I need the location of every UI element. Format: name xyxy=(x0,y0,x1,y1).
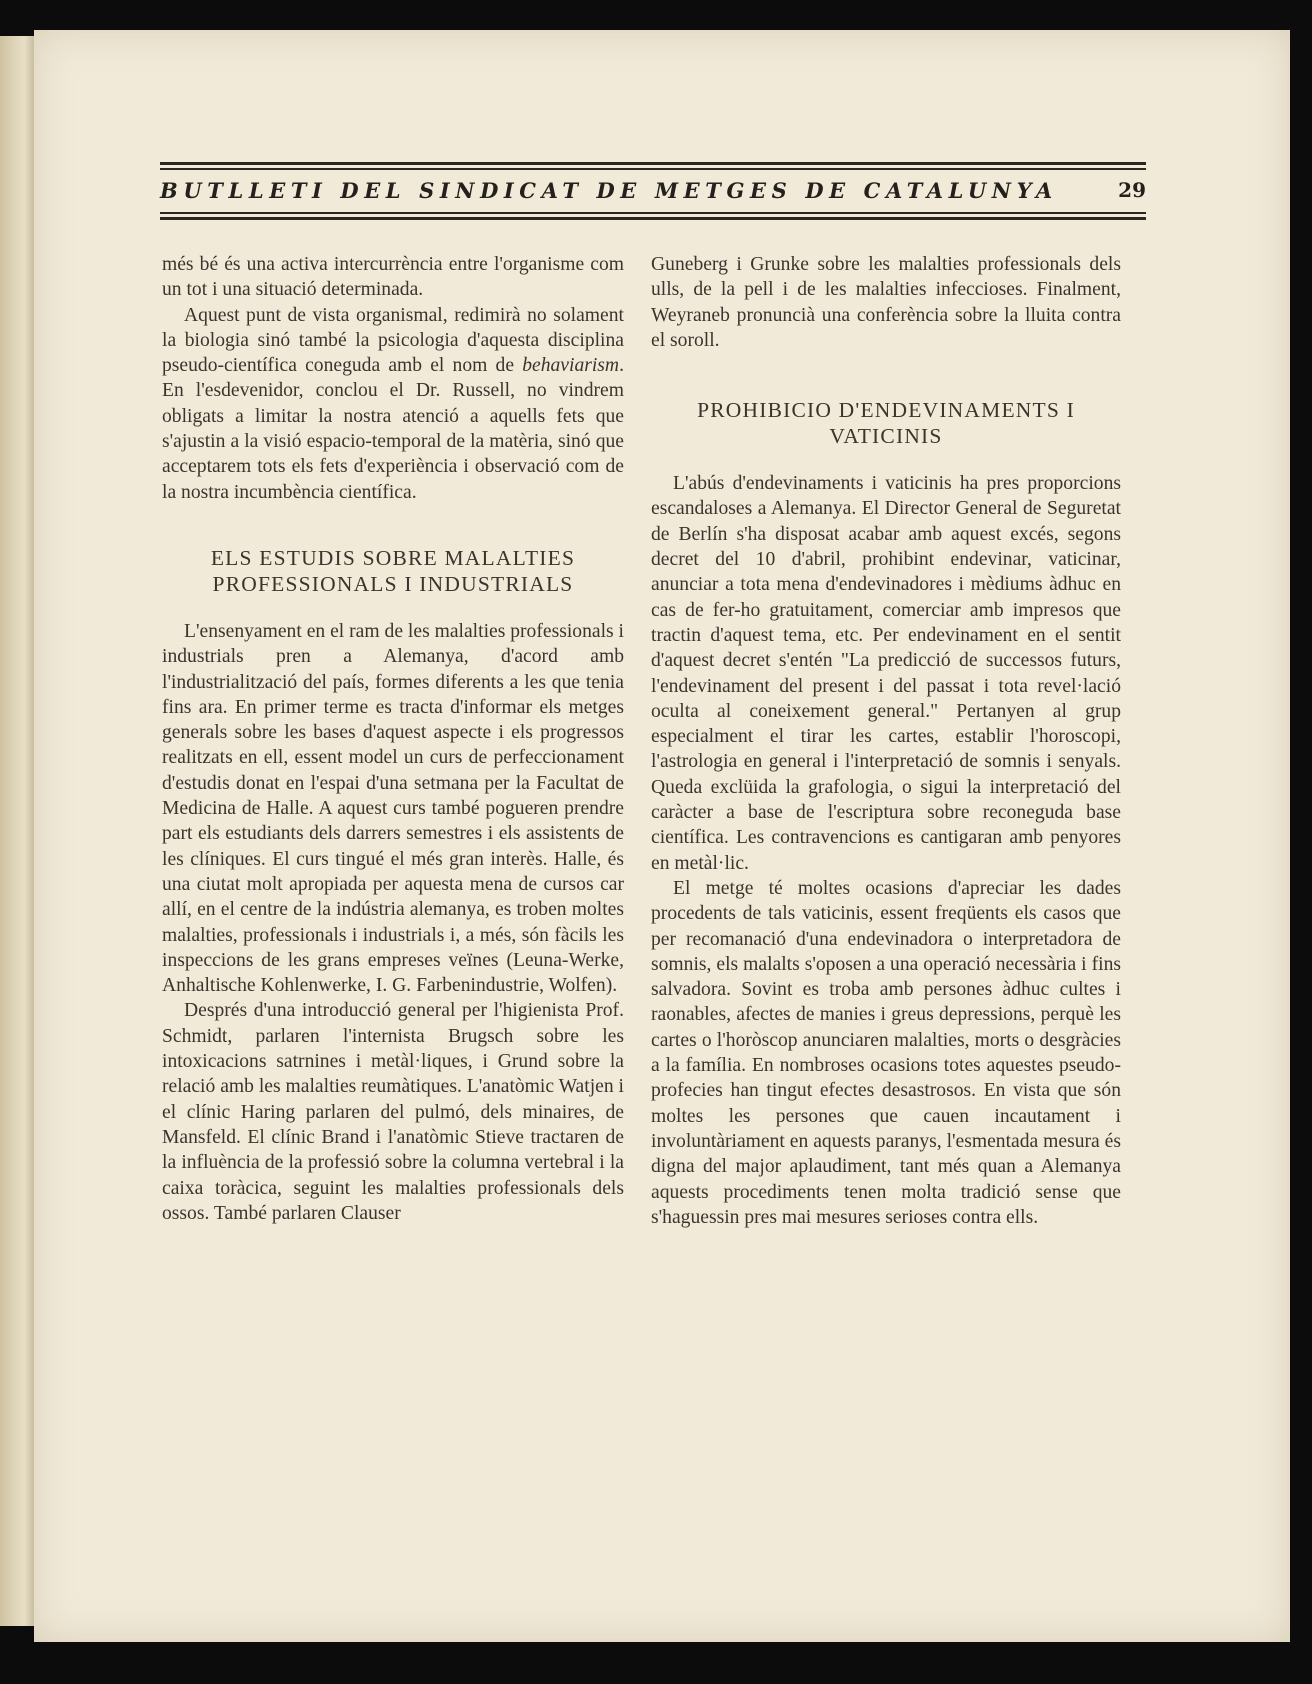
paragraph: Després d'una introducció general per l'higienista Prof. Schmidt, parlaren l'internista Brugsch sobre les intoxicacions satrnines i metàl·liques, i Grund sobre la relació amb les malalties reumàtiques. L'anatòmic Watjen i el clínic Haring parlaren del pulmó, dels minaires, de Mansfeld. El clínic Brand i l'anatòmic Stieve tractaren de la influència de la professió sobre la columna vertebral i la caixa toràcica, seguint les malalties professionals dels ossos. També parlaren Clauser xyxy=(162,1000,624,1224)
page-number: 29 xyxy=(1118,178,1146,202)
header-top-rule-thin xyxy=(160,168,1146,170)
paragraph: L'abús d'endevinaments i vaticinis ha pres proporcions escandaloses a Alemanya. El Director General de Seguretat de Berlín s'ha disposat acabar amb aquest excés, segons decret del 10 d'abril, prohibint endevinar, vaticinar, anunciar a tota mena d'endevinadores i mèdiums àdhuc en cas de fer-ho gratuitament, comerciar amb impresos que tractin d'aquest tema, etc. Per endevinament en el sentit d'aquest decret s'entén "La predicció de successos futurs, l'endevinament del present i del passat i tota revel·lació oculta al coneixement general." Pertanyen al grup especialment el tirar les cartes, establir l'horoscopi, l'astrologia en general i l'interpretació de somnis i senyals. Queda exclüida la grafologia, o sigui la interpretació del caràcter a base de l'escriptura sobre reconeguda base científica. Les contravencions es cantigaran amb penyores en metàl·lic. xyxy=(651,473,1121,874)
running-title: BUTLLETI DEL SINDICAT DE METGES DE CATALUNYA xyxy=(160,178,1058,203)
paragraph xyxy=(162,303,624,505)
header-bottom-rule xyxy=(160,217,1146,220)
section-heading: PROHIBICIO D'ENDEVINAMENTS I VATICINIS xyxy=(697,398,1075,449)
section-heading: ELS ESTUDIS SOBRE MALALTIES PROFESSIONALS I INDUSTRIALS xyxy=(210,545,576,596)
left-column xyxy=(162,252,624,1226)
page-content xyxy=(34,30,1290,1642)
paragraph: Guneberg i Grunke sobre les malalties professionals dels ulls, de la pell i de les malalties infeccioses. Finalment, Weyraneb pronuncià una conferència sobre la lluita contra el soroll. xyxy=(651,254,1121,351)
page-header xyxy=(160,134,1146,220)
paragraph: El metge té moltes ocasions d'apreciar les dades procedents de tals vaticinis, essent freqüents els casos que per recomanació d'una endevinadora o interpretadora de somnis, els malalts s'oposen a una operació necessària i fins salvadora. Sovint es troba amb persones àdhuc cultes i raonables, afectes de manies i greus depressions, perquè les cartes o l'horòscop anunciaren malalties, morts o desgràcies a la família. En nombroses ocasions totes aquestes pseudo-profecies han tingut efectes desastrosos. En vista que són moltes les persones que cauen incautament i involuntàriament en aquests paranys, l'esmentada mesura és digna del major aplaudiment, tant més quan a Alemanya aquests procediments tenen molta tradició sense que s'haguessin pres mai mesures serioses contra ells. xyxy=(651,877,1121,1228)
paragraph: més bé és una activa intercurrència entre l'organisme com un tot i una situació determinada. xyxy=(162,254,624,301)
header-bottom-rule-thin xyxy=(160,212,1146,214)
right-column xyxy=(651,252,1121,1230)
paragraph-text: Aquest punt de vista organismal, redimirà no solament la biologia sinó també la psicologia d'aquesta disciplina pseudo-científica coneguda amb el nom de xyxy=(162,304,624,377)
paragraph-text: . En l'esdevenidor, conclou el Dr. Russell, no vindrem obligats a limitar la nostra atenció a aquells fets que s'ajustin a la visió espacio-temporal de la matèria, sinó que acceptarem tots els fets d'experiència i observació com de la nostra incumbència científica. xyxy=(162,355,624,503)
journal-page xyxy=(34,30,1290,1642)
paragraph: L'ensenyament en el ram de les malalties professionals i industrials pren a Alemanya, d'acord amb l'industrialització del país, formes diferents a les que tenia fins ara. En primer terme es tracta d'informar els metges generals sobre les bases d'aquest aspecte i els progressos realitzats en ell, essent model un curs de perfeccionament d'estudis donat en l'espai d'una setmana per la Facultat de Medicina de Halle. A aquest curs també pogueren prendre part els estudiants dels darrers semestres i els assistents de les clíniques. El curs tingué el més gran interès. Halle, és una ciutat molt apropiada per aquesta mena de cursos car allí, en el centre de la indústria alemanya, es troben moltes malalties, professionals i industrials i, a més, són fàcils les inspeccions de les grans empreses veïnes (Leuna-Werke, Anhaltische Kohlenwerke, I. G. Farbenindustrie, Wolfen). xyxy=(162,620,624,997)
header-top-rule xyxy=(160,162,1146,165)
italic-term: behaviarism xyxy=(522,355,620,377)
